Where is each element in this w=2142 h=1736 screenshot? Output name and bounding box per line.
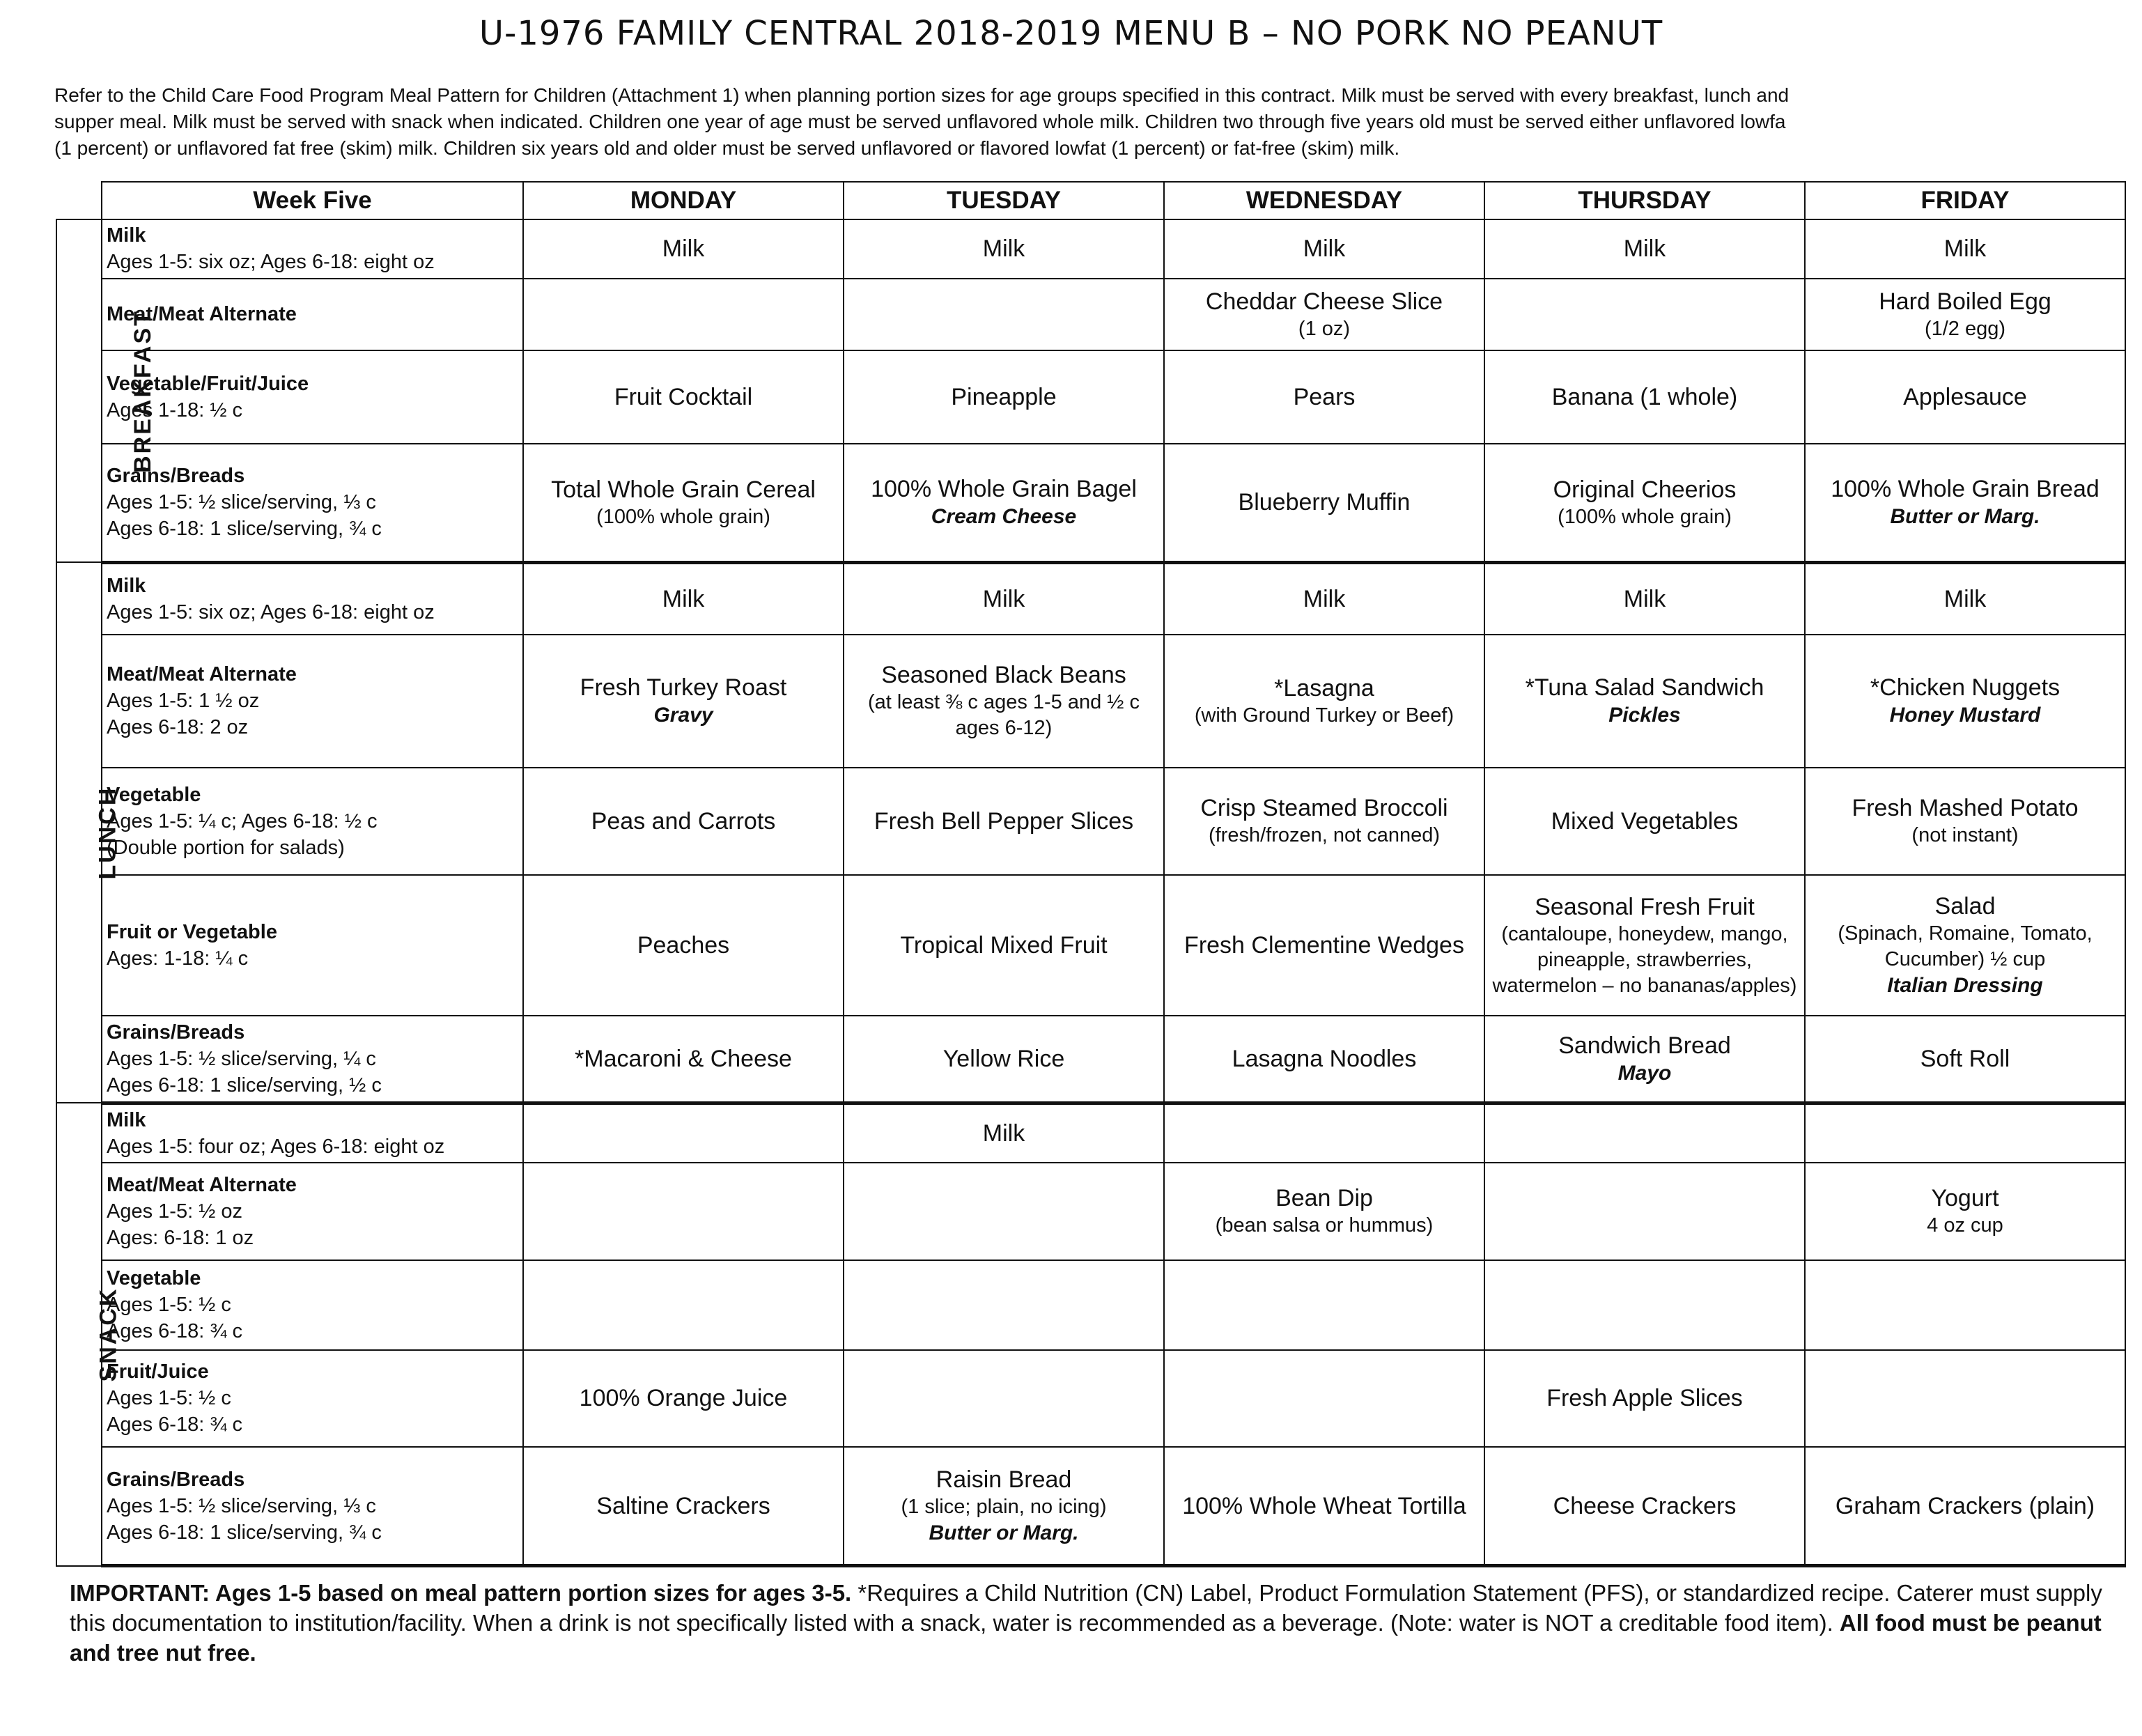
component-cell (102, 1260, 523, 1350)
menu-cell (1484, 1260, 1805, 1350)
menu-cell (1164, 1016, 1484, 1103)
component-name: Grains/Breads (107, 1021, 245, 1044)
menu-item-note: (100% whole grain) (596, 505, 770, 528)
menu-item: Fresh Mashed Potato (1852, 795, 2079, 822)
menu-cell (523, 768, 844, 876)
menu-item: Milk (1303, 585, 1346, 612)
menu-cell (1805, 279, 2125, 350)
component-cell (102, 219, 523, 279)
menu-cell (844, 768, 1164, 876)
menu-item-note: (1 slice; plain, no icing) (901, 1496, 1107, 1519)
day-header: TUESDAY (844, 182, 1164, 219)
menu-item: Fresh Apple Slices (1546, 1385, 1743, 1412)
menu-item: Graham Crackers (plain) (1835, 1492, 2095, 1519)
meal-section-label: LUNCH (94, 786, 121, 880)
menu-item: Total Whole Grain Cereal (551, 476, 816, 503)
menu-cell (523, 1016, 844, 1103)
menu-cell (844, 1260, 1164, 1350)
menu-item-note: (with Ground Turkey or Beef) (1194, 704, 1454, 727)
table-row (56, 768, 2125, 876)
menu-item: Milk (982, 585, 1025, 612)
menu-cell (1805, 444, 2125, 562)
component-name: Milk (107, 224, 146, 247)
portion-text: Ages 1-5: 1 ½ oz (107, 690, 260, 713)
menu-item: Sandwich Bread (1558, 1032, 1731, 1059)
portion-text: Ages 6-18: 1 slice/serving, ¾ c (107, 518, 382, 541)
intro-line: supper meal. Milk must be served with snack when indicated. Children one year of age must be served unflavored whole milk. Children two through five years old must be served either unflavored lowfa (54, 111, 1786, 132)
portion-text: Ages 6-18: 1 slice/serving, ¾ c (107, 1521, 382, 1544)
menu-accompaniment: Butter or Marg. (1890, 505, 2040, 529)
page-title: U-1976 FAMILY CENTRAL 2018-2019 MENU B – NO PORK NO PEANUT (479, 14, 1663, 53)
menu-accompaniment: Pickles (1608, 704, 1681, 727)
menu-cell (844, 635, 1164, 768)
table-row (56, 1103, 2125, 1163)
component-name: Fruit or Vegetable (107, 921, 277, 944)
corner-cell (56, 182, 102, 219)
menu-item: Tropical Mixed Fruit (900, 932, 1108, 959)
menu-item: Fresh Bell Pepper Slices (874, 807, 1134, 835)
menu-item: 100% Whole Wheat Tortilla (1182, 1492, 1466, 1519)
menu-cell (523, 562, 844, 634)
menu-cell (1164, 875, 1484, 1015)
menu-cell (1805, 1163, 2125, 1260)
menu-cell (844, 1163, 1164, 1260)
menu-item: 100% Whole Grain Bagel (871, 476, 1137, 503)
menu-item-note: (1/2 egg) (1924, 317, 2006, 340)
menu-item: Cheddar Cheese Slice (1205, 288, 1443, 315)
component-name: Meat/Meat Alternate (107, 663, 297, 686)
menu-item-note: (Spinach, Romaine, Tomato, Cucumber) ½ cup (1838, 922, 2093, 971)
menu-cell (1164, 279, 1484, 350)
portion-text: Ages 1-18: ½ c (107, 398, 243, 421)
menu-cell (1484, 768, 1805, 876)
component-name: Vegetable/Fruit/Juice (107, 372, 309, 395)
menu-cell (1484, 219, 1805, 279)
table-row (56, 279, 2125, 350)
menu-cell (1484, 1163, 1805, 1260)
component-name: Grains/Breads (107, 465, 245, 488)
menu-item: Milk (1943, 585, 1987, 612)
menu-cell (844, 350, 1164, 444)
intro-paragraph (54, 82, 2137, 162)
menu-cell (844, 1447, 1164, 1565)
menu-body (56, 219, 2125, 1566)
portion-text: Ages 6-18: ¾ c (107, 1413, 243, 1436)
menu-item-note: (fresh/frozen, not canned) (1208, 824, 1441, 847)
menu-item: Seasonal Fresh Fruit (1535, 893, 1755, 920)
menu-cell (1805, 635, 2125, 768)
menu-cell (1805, 1350, 2125, 1447)
table-row (56, 1350, 2125, 1447)
meal-section-lunch (56, 562, 121, 1103)
menu-item: Milk (982, 1119, 1025, 1147)
menu-item: Pears (1293, 383, 1356, 410)
menu-cell (523, 279, 844, 350)
menu-item: Saltine Crackers (596, 1492, 770, 1519)
menu-accompaniment: Italian Dressing (1887, 974, 2043, 998)
menu-cell (1484, 875, 1805, 1015)
component-name: Meat/Meat Alternate (107, 1173, 297, 1196)
meal-section-snack (56, 1103, 122, 1565)
menu-item: Lasagna Noodles (1232, 1045, 1417, 1072)
table-row (56, 875, 2125, 1015)
footer-note (70, 1578, 2132, 1668)
menu-item: Cheese Crackers (1553, 1492, 1737, 1519)
menu-cell (1164, 562, 1484, 634)
menu-item: Applesauce (1903, 383, 2027, 410)
menu-cell (523, 350, 844, 444)
portion-text: (Double portion for salads) (107, 836, 345, 859)
menu-cell (1164, 350, 1484, 444)
menu-item-note: (cantaloupe, honeydew, mango, pineapple, strawberries, watermelon – no bananas/apples) (1492, 922, 1797, 997)
meal-section-label: BREAKFAST (129, 309, 156, 473)
menu-cell (844, 1103, 1164, 1163)
menu-item: Soft Roll (1920, 1045, 2010, 1072)
menu-cell (523, 219, 844, 279)
menu-item: Milk (662, 235, 705, 263)
component-cell (102, 1016, 523, 1103)
portion-text: Ages 1-5: ½ slice/serving, ⅓ c (107, 1494, 376, 1517)
menu-cell (1805, 1016, 2125, 1103)
component-name: Vegetable (107, 783, 201, 806)
menu-item: Milk (982, 235, 1025, 263)
footer-closing: All food must be peanut and tree nut free. (70, 1610, 2102, 1666)
table-row (56, 219, 2125, 279)
component-name: Fruit/Juice (107, 1361, 209, 1384)
menu-accompaniment: Gravy (653, 704, 713, 727)
menu-cell (1164, 1350, 1484, 1447)
menu-cell (523, 1163, 844, 1260)
portion-text: Ages 1-5: ½ oz (107, 1200, 243, 1223)
menu-cell (1805, 875, 2125, 1015)
menu-cell (1164, 1103, 1484, 1163)
meal-section-label: SNACK (95, 1287, 122, 1382)
component-name: Vegetable (107, 1267, 201, 1290)
menu-cell (523, 1350, 844, 1447)
menu-cell (844, 562, 1164, 634)
week-label: Week Five (102, 182, 523, 219)
portion-text: Ages 6-18: ¾ c (107, 1320, 243, 1343)
day-header: MONDAY (523, 182, 844, 219)
menu-cell (1164, 768, 1484, 876)
component-cell (102, 444, 523, 562)
component-cell (102, 1103, 523, 1163)
menu-item: Mixed Vegetables (1551, 807, 1739, 835)
menu-cell (523, 1447, 844, 1565)
table-row (56, 444, 2125, 562)
menu-cell (844, 1016, 1164, 1103)
menu-cell (1484, 562, 1805, 634)
portion-text: Ages 1-5: six oz; Ages 6-18: eight oz (107, 251, 435, 274)
menu-item: Milk (1303, 235, 1346, 263)
portion-text: Ages: 6-18: 1 oz (107, 1226, 254, 1249)
menu-item: Yellow Rice (942, 1045, 1065, 1072)
menu-item-note: (bean salsa or hummus) (1215, 1214, 1434, 1237)
menu-item: Pineapple (951, 383, 1057, 410)
menu-cell (844, 444, 1164, 562)
portion-text: Ages 6-18: 1 slice/serving, ½ c (107, 1074, 382, 1096)
menu-cell (1164, 635, 1484, 768)
menu-item: Bean Dip (1275, 1185, 1373, 1212)
menu-accompaniment: Mayo (1617, 1061, 1672, 1085)
menu-cell (1805, 562, 2125, 634)
menu-cell (523, 1103, 844, 1163)
table-row (56, 562, 2125, 634)
menu-cell (523, 1260, 844, 1350)
menu-cell (1805, 350, 2125, 444)
menu-cell (1484, 350, 1805, 444)
menu-item: Crisp Steamed Broccoli (1200, 795, 1448, 822)
menu-accompaniment: Cream Cheese (931, 505, 1077, 529)
menu-item: Hard Boiled Egg (1879, 288, 2051, 315)
menu-item: Salad (1934, 893, 1996, 920)
menu-item: Banana (1 whole) (1551, 383, 1738, 410)
table-row (56, 350, 2125, 444)
menu-item: 100% Whole Grain Bread (1831, 476, 2100, 503)
menu-cell (523, 635, 844, 768)
menu-item: *Lasagna (1274, 674, 1374, 702)
component-name: Milk (107, 1108, 146, 1131)
menu-cell (1484, 1350, 1805, 1447)
table-row (56, 635, 2125, 768)
menu-item: Milk (1623, 235, 1666, 263)
menu-item-note: 4 oz cup (1927, 1214, 2003, 1237)
footer-text: *Requires a Child Nutrition (CN) Label, Product Formulation Statement (PFS), or standardized recipe. Caterer must supply this documentation to institution/facility. When a drink is not specifically listed with a snack, water is recommended as a beverage. (Note: water is NOT a creditable food item). (70, 1580, 2102, 1636)
menu-item-note: (at least ⅜ c ages 1-5 and ½ c ages 6-12) (867, 691, 1140, 740)
portion-text: Ages 1-5: six oz; Ages 6-18: eight oz (107, 600, 435, 623)
menu-item: Raisin Bread (936, 1466, 1072, 1494)
portion-text: Ages 1-5: ½ c (107, 1387, 231, 1410)
menu-item-note: (1 oz) (1298, 317, 1351, 340)
menu-cell (1805, 1103, 2125, 1163)
menu-item: Original Cheerios (1553, 476, 1737, 503)
menu-cell (1164, 219, 1484, 279)
portion-text: Ages 1-5: ½ c (107, 1294, 231, 1317)
component-cell (102, 279, 523, 350)
menu-item: Blueberry Muffin (1238, 489, 1411, 516)
menu-accompaniment: Honey Mustard (1889, 704, 2041, 727)
menu-item: Peaches (637, 932, 730, 959)
menu-item: Seasoned Black Beans (881, 662, 1126, 689)
menu-cell (1805, 1447, 2125, 1565)
portion-text: Ages 1-5: ½ slice/serving, ⅓ c (107, 491, 376, 514)
menu-item: Milk (1943, 235, 1987, 263)
menu-item: *Macaroni & Cheese (575, 1045, 792, 1072)
header-row (56, 182, 2125, 219)
menu-cell (844, 219, 1164, 279)
menu-item: Milk (1623, 585, 1666, 612)
menu-cell (1805, 768, 2125, 876)
menu-cell (844, 875, 1164, 1015)
menu-item: Milk (662, 585, 705, 612)
component-cell (102, 768, 523, 876)
component-name: Grains/Breads (107, 1468, 245, 1491)
component-cell (102, 1447, 523, 1565)
menu-cell (523, 875, 844, 1015)
menu-cell (1484, 1103, 1805, 1163)
menu-cell (1805, 219, 2125, 279)
menu-cell (1484, 1016, 1805, 1103)
menu-cell (1164, 444, 1484, 562)
table-row (56, 1163, 2125, 1260)
intro-line: (1 percent) or unflavored fat free (skim) milk. Children six years old and older must be served unflavored or flavored lowfat (1 percent) or fat-free (skim) milk. (54, 137, 1400, 159)
menu-item: Fresh Turkey Roast (580, 674, 787, 702)
portion-text: Ages 1-5: ½ slice/serving, ¼ c (107, 1047, 376, 1070)
portion-text: Ages 1-5: ¼ c; Ages 6-18: ½ c (107, 809, 378, 832)
component-cell (102, 1350, 523, 1447)
menu-item: Peas and Carrots (591, 807, 776, 835)
component-name: Meat/Meat Alternate (107, 303, 297, 326)
menu-item-note: (not instant) (1911, 824, 2019, 847)
portion-text: Ages: 1-18: ¼ c (107, 947, 249, 970)
table-row (56, 1016, 2125, 1103)
table-row (56, 1260, 2125, 1350)
day-header: THURSDAY (1484, 182, 1805, 219)
menu-item: *Chicken Nuggets (1870, 674, 2060, 702)
component-cell (102, 1163, 523, 1260)
intro-line: Refer to the Child Care Food Program Meal Pattern for Children (Attachment 1) when planning portion sizes for age groups specified in this contract. Milk must be served with every breakfast, lunch and (54, 84, 1790, 106)
menu-cell (523, 444, 844, 562)
menu-cell (1484, 635, 1805, 768)
menu-cell (1164, 1447, 1484, 1565)
component-cell (102, 875, 523, 1015)
menu-cell (1805, 1260, 2125, 1350)
footer-important: IMPORTANT: Ages 1-5 based on meal pattern portion sizes for ages 3-5. (70, 1580, 852, 1606)
menu-cell (1164, 1163, 1484, 1260)
component-cell (102, 562, 523, 634)
menu-cell (1484, 1447, 1805, 1565)
menu-cell (844, 1350, 1164, 1447)
component-name: Milk (107, 574, 146, 597)
table-row (56, 1447, 2125, 1565)
portion-text: Ages 6-18: 2 oz (107, 716, 249, 739)
menu-cell (844, 279, 1164, 350)
menu-item: *Tuna Salad Sandwich (1525, 674, 1764, 702)
menu-cell (1484, 279, 1805, 350)
menu-table (56, 181, 2126, 1567)
menu-item: Fruit Cocktail (614, 383, 753, 410)
component-cell (102, 635, 523, 768)
component-cell (102, 350, 523, 444)
menu-item: 100% Orange Juice (579, 1385, 788, 1412)
menu-accompaniment: Butter or Marg. (929, 1521, 1079, 1545)
menu-item: Yogurt (1931, 1185, 1999, 1212)
day-header: WEDNESDAY (1164, 182, 1484, 219)
portion-text: Ages 1-5: four oz; Ages 6-18: eight oz (107, 1135, 445, 1158)
menu-item: Fresh Clementine Wedges (1184, 932, 1464, 959)
day-header: FRIDAY (1805, 182, 2125, 219)
menu-item-note: (100% whole grain) (1558, 505, 1732, 528)
menu-cell (1484, 444, 1805, 562)
menu-cell (1164, 1260, 1484, 1350)
